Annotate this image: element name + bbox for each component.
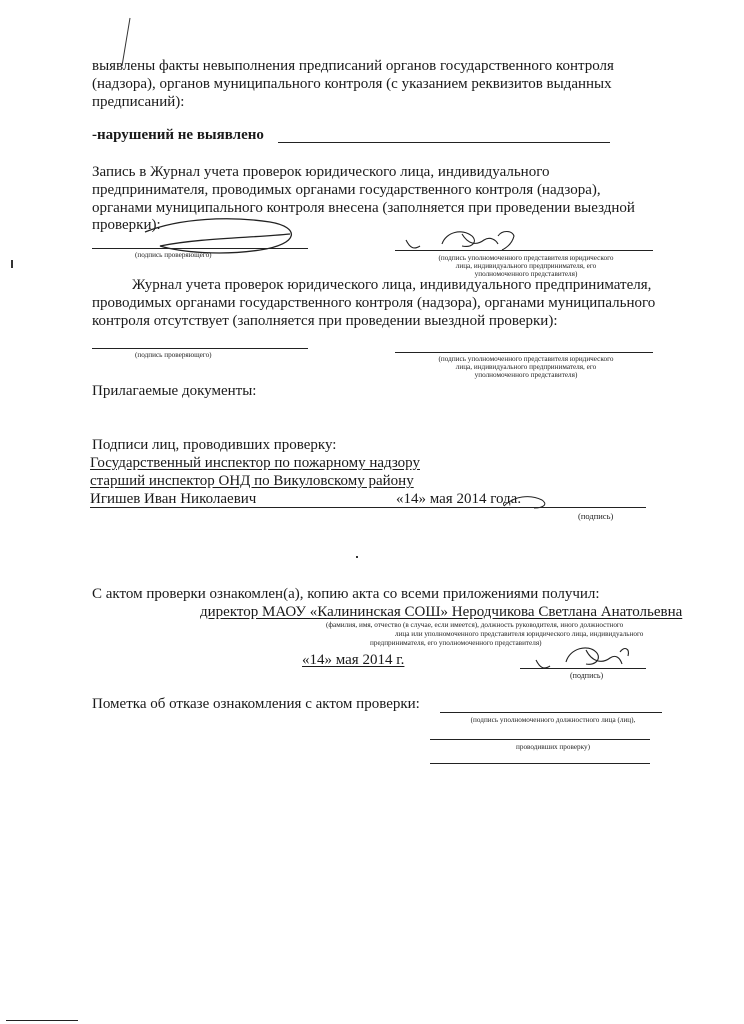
unfulfilled-orders-line-3: предписаний):: [92, 94, 185, 110]
scan-mark: [11, 260, 13, 268]
representative-caption-2b: лица, индивидуального предпринимателя, его: [455, 363, 597, 371]
acquainted-date: «14» мая 2014 г.: [302, 652, 405, 668]
refusal-caption-2: проводивших проверку): [516, 743, 590, 751]
journal-entry-line-2: предпринимателя, проводимых органами государственного контроля (надзора),: [92, 182, 601, 198]
inspector-signature-caption-1: (подпись проверяющего): [135, 251, 212, 259]
representative-caption-2c: уполномоченного представителя): [474, 371, 578, 379]
pen-stroke-mark: [108, 14, 138, 74]
refusal-label: Пометка об отказе ознакомления с актом проверки:: [92, 696, 420, 712]
acquainted-signature-caption: (подпись): [570, 671, 604, 680]
refusal-caption-1: (подпись уполномоченного должностного лица (лиц),: [470, 716, 636, 724]
inspector-name: Игишев Иван Николаевич: [90, 491, 257, 507]
representative-caption-1b: лица, индивидуального предпринимателя, его: [455, 262, 597, 270]
inspector-signature-line-2: [92, 348, 308, 349]
violations-result: -нарушений не выявлено: [92, 127, 264, 143]
inspectors-heading: Подписи лиц, проводивших проверку:: [92, 437, 337, 453]
journal-entry-line-1: Запись в Журнал учета проверок юридического лица, индивидуального: [92, 164, 550, 180]
inspector-position-1: Государственный инспектор по пожарному надзору: [90, 455, 420, 471]
acquainted-caption-2: лица или уполномоченного представителя юридического лица, индивидуального: [395, 630, 644, 638]
inspector-position-2: старший инспектор ОНД по Викуловскому району: [90, 473, 414, 489]
inspector-signature: [500, 490, 560, 512]
refusal-line-2: [430, 739, 650, 740]
journal-absent-line-1: Журнал учета проверок юридического лица, индивидуального предпринимателя,: [132, 277, 652, 293]
director-signature: [532, 640, 632, 682]
inspector-date: «14» мая 2014 года.: [396, 491, 522, 507]
refusal-line-3: [430, 763, 650, 764]
unfulfilled-orders-line-2: (надзора), органов муниципального контроля (с указанием реквизитов выданных: [92, 76, 612, 92]
footer-line: [6, 1020, 78, 1021]
representative-signature-1: [402, 226, 532, 258]
refusal-line: [440, 712, 662, 713]
acquainted-caption-3: предпринимателя, его уполномоченного представителя): [370, 639, 542, 647]
unfulfilled-orders-line-1: выявлены факты невыполнения предписаний органов государственного контроля: [92, 58, 614, 74]
representative-caption-1a: (подпись уполномоченного представителя юридического: [438, 254, 614, 262]
journal-entry-line-4: проверки):: [92, 217, 161, 233]
scan-dot: [356, 556, 358, 558]
violations-line: [278, 142, 610, 143]
representative-caption-2a: (подпись уполномоченного представителя юридического: [438, 355, 614, 363]
attached-documents-label: Прилагаемые документы:: [92, 383, 257, 399]
representative-caption-1c: уполномоченного представителя): [474, 270, 578, 278]
journal-absent-line-3: контроля отсутствует (заполняется при проведении выездной проверки):: [92, 313, 558, 329]
journal-entry-line-3: органами муниципального контроля внесена (заполняется при проведении выездной: [92, 200, 635, 216]
inspector-signature-caption: (подпись): [578, 511, 614, 521]
inspector-signature-caption-2: (подпись проверяющего): [135, 351, 212, 359]
acquainted-heading: С актом проверки ознакомлен(а), копию акта со всеми приложениями получил:: [92, 586, 600, 602]
representative-signature-line-2: [395, 352, 653, 353]
acquainted-person: директор МАОУ «Калининская СОШ» Неродчикова Светлана Анатольевна: [200, 604, 683, 620]
journal-absent-line-2: проводимых органами государственного контроля (надзора), органами муниципального: [92, 295, 656, 311]
inspector-signature-1: [140, 208, 310, 258]
acquainted-caption-1: (фамилия, имя, отчество (в случае, если имеется), должность руководителя, иного должностного: [326, 621, 624, 629]
